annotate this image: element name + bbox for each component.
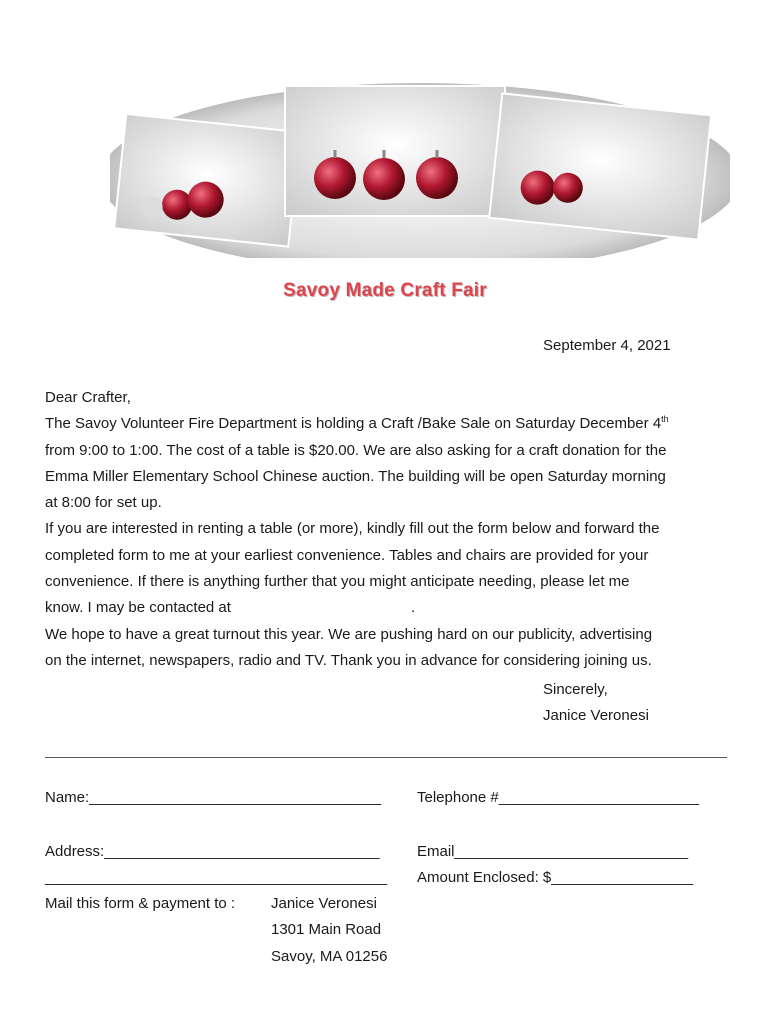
name-field[interactable]: Name:___________________________________ [45, 789, 382, 806]
mail-name: Janice Veronesi [271, 895, 377, 912]
telephone-field[interactable]: Telephone #________________________ [417, 789, 699, 806]
letter-line: Emma Miller Elementary School Chinese auction. The building will be open Saturday morning [45, 467, 666, 485]
letter-line: know. I may be contacted at . [45, 599, 416, 617]
letter-line: completed form to me at your earliest convenience. Tables and chairs are provided for your [45, 546, 649, 564]
letter-line: convenience. If there is anything further that you might anticipate needing, please let me [45, 573, 630, 591]
address-field[interactable]: Address:_________________________________ [45, 843, 380, 860]
email-field[interactable]: Email____________________________ [417, 843, 689, 860]
mail-city: Savoy, MA 01256 [271, 948, 388, 965]
amount-enclosed-field[interactable]: Amount Enclosed: $_________________ [417, 869, 694, 886]
christmas-ornaments-banner [110, 78, 730, 258]
signature: Janice Veronesi [543, 707, 649, 724]
letter-line: on the internet, newspapers, radio and TV. Thank you in advance for considering joining us. [45, 651, 652, 669]
ornament-card-left [114, 114, 300, 247]
divider [45, 757, 727, 758]
letter-line: at 8:00 for set up. [45, 494, 162, 512]
letter-date: September 4, 2021 [543, 337, 671, 354]
greeting: Dear Crafter, [45, 389, 131, 406]
letter-line: We hope to have a great turnout this year. We are pushing hard on our publicity, advertising [45, 625, 653, 643]
ornament-card-right [489, 93, 711, 239]
page-title: Savoy Made Craft Fair [283, 280, 487, 301]
address-line-2-field[interactable]: _________________________________________ [45, 869, 388, 886]
letter-line: from 9:00 to 1:00. The cost of a table is $20.00. We are also asking for a craft donation for the [45, 441, 667, 459]
mail-label: Mail this form & payment to : [45, 895, 236, 912]
ornament-card-center [285, 86, 505, 216]
closing: Sincerely, [543, 681, 608, 698]
letter-body [45, 385, 735, 674]
letter-line: If you are interested in renting a table (or more), kindly fill out the form below and forward the [45, 520, 660, 538]
letter-line: The Savoy Volunteer Fire Department is holding a Craft /Bake Sale on Saturday December 4th [45, 414, 669, 433]
mail-street: 1301 Main Road [271, 921, 382, 938]
